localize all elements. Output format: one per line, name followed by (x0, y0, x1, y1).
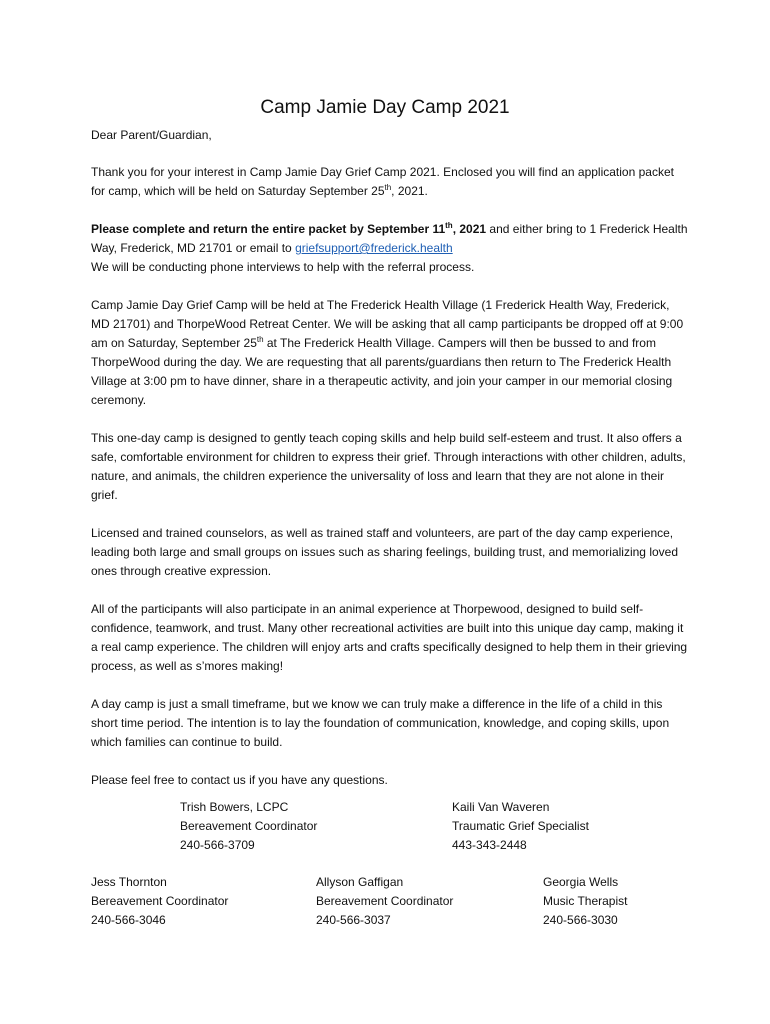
deadline-year: , 2021 (452, 222, 487, 236)
ordinal-suffix: th (445, 221, 453, 230)
paragraph-impact: A day camp is just a small timeframe, but we know we can truly make a difference in the life of a child in this short time period. The intention is to lay the foundation of communication, knowledge, and coping skills, upon which families can continue to build. (91, 697, 670, 749)
contact-role: Bereavement Coordinator (180, 819, 318, 833)
contact-role: Bereavement Coordinator (91, 894, 229, 908)
paragraph-deadline (91, 220, 691, 258)
deadline-instructions: and either bring to 1 Frederick Health Way, Frederick, MD 21701 or email to (91, 222, 688, 255)
contact-phone: 443-343-2448 (452, 838, 527, 852)
paragraph-counselors: Licensed and trained counselors, as well as trained staff and volunteers, are part of the day camp experience, leading both large and small groups on issues such as sharing feelings, building trust, and memorializing loved ones through creative expression. (91, 526, 679, 578)
contact-role: Music Therapist (543, 894, 628, 908)
contact-phone: 240-566-3030 (543, 913, 618, 927)
email-link[interactable]: griefsupport@frederick.health (295, 241, 453, 255)
contact-block (91, 873, 228, 930)
contact-block (180, 798, 317, 855)
location-text: Camp Jamie Day Grief Camp will be held at The Frederick Health Village (1 Frederick Health Way, Frederick, MD 21701) and ThorpeWood Retreat Center. We will be asking that all camp participants be dropped off at 9:00 am on Saturday, September 25 (91, 298, 684, 350)
ordinal-suffix: th (384, 183, 392, 192)
contact-phone: 240-566-3709 (180, 838, 255, 852)
contact-phone: 240-566-3046 (91, 913, 166, 927)
paragraph-purpose: This one-day camp is designed to gently teach coping skills and help build self-esteem and trust. It also offers a safe, comfortable environment for children to express their grief. Through interactions with other children, adults, nature, and animals, the children experience the universality of loss and learn that they are not alone in their grief. (91, 431, 686, 502)
deadline-text: Please complete and return the entire packet by September 11 (91, 222, 446, 236)
contact-role: Bereavement Coordinator (316, 894, 454, 908)
ordinal-suffix: th (256, 335, 264, 344)
contact-name: Allyson Gaffigan (316, 875, 404, 889)
salutation: Dear Parent/Guardian, (91, 128, 212, 142)
paragraph-activities: All of the participants will also participate in an animal experience at Thorpewood, designed to build self-confidence, teamwork, and trust. Many other recreational activities are built into this unique day camp, making it a real camp experience. The children will enjoy arts and crafts specifically designed to help them in their grieving process, as well as s’mores making! (91, 602, 688, 673)
paragraph-contact: Please feel free to contact us if you have any questions. (91, 773, 388, 787)
intro-text-end: , 2021. (391, 184, 428, 198)
location-text-end: at The Frederick Health Village. Campers will then be bussed to and from ThorpeWood during the day. We are requesting that all parents/guardians then return to The Frederick Health Village at 3:00 pm to have dinner, share in a therapeutic activity, and join your camper in our memorial closing ceremony. (91, 336, 673, 407)
contact-phone: 240-566-3037 (316, 913, 391, 927)
deadline-bold (91, 222, 486, 236)
letter-body (91, 126, 691, 809)
contact-name: Kaili Van Waveren (452, 800, 550, 814)
contact-name: Trish Bowers, LCPC (180, 800, 289, 814)
page-title: Camp Jamie Day Camp 2021 (260, 97, 510, 118)
contact-role: Traumatic Grief Specialist (452, 819, 589, 833)
paragraph-location (91, 296, 691, 410)
paragraph-interviews: We will be conducting phone interviews to help with the referral process. (91, 260, 475, 274)
contact-block (316, 873, 453, 930)
paragraph-intro (91, 163, 691, 201)
contact-name: Jess Thornton (91, 875, 167, 889)
intro-text: Thank you for your interest in Camp Jamie Day Grief Camp 2021. Enclosed you will find an application packet for camp, which will be held on Saturday September 25 (91, 165, 674, 198)
contact-name: Georgia Wells (543, 875, 619, 889)
contact-block (452, 798, 589, 855)
contact-block (543, 873, 627, 930)
